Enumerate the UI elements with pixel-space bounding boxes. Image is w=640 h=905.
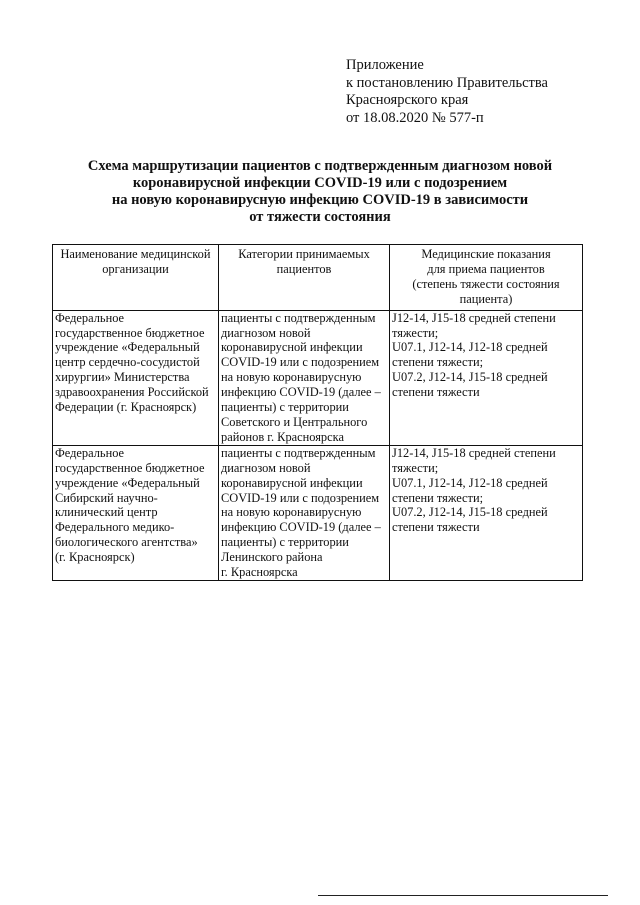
cell-line: пациенты) с территории: [221, 535, 349, 550]
title-line: Схема маршрутизации пациентов с подтвержденным диагнозом новой: [87, 158, 553, 174]
appendix-header: [346, 57, 548, 127]
cell-line: U07.2, J12-14, J15-18 средней: [392, 370, 548, 385]
title-line: от тяжести состояния: [249, 209, 391, 225]
cell-line: центр сердечно-сосудистой: [55, 355, 200, 370]
cell-line: диагнозом новой: [221, 325, 311, 340]
cell-line: U07.1, J12-14, J12-18 средней: [392, 340, 548, 355]
routing-table: [52, 244, 583, 581]
cell-line: степени тяжести;: [392, 490, 484, 505]
header-line: Медицинские показания: [421, 247, 551, 261]
header-line: пациентов: [276, 261, 332, 276]
cell-line: Федеральное: [55, 310, 125, 325]
cell-line: U07.1, J12-14, J12-18 средней: [392, 475, 548, 490]
cell-line: учреждение «Федеральный: [55, 340, 200, 355]
cell-organization: [53, 445, 219, 580]
cell-line: COVID-19 или с подозрением: [221, 355, 380, 370]
cell-line: пациенты) с территории: [221, 400, 349, 415]
cell-line: степени тяжести: [392, 385, 480, 400]
bottom-divider: [318, 895, 608, 896]
header-line: пациента): [459, 291, 513, 306]
header-line: (степень тяжести состояния: [412, 276, 560, 291]
header-patients: [219, 245, 390, 311]
cell-line: биологического агентства»: [55, 535, 198, 550]
cell-line: пациенты с подтвержденным: [221, 310, 376, 325]
cell-line: государственное бюджетное: [55, 325, 205, 340]
cell-patients: [219, 310, 390, 445]
cell-line: диагнозом новой: [221, 460, 311, 475]
cell-line: Федерального медико-: [55, 520, 175, 535]
cell-line: на новую коронавирусную: [221, 370, 362, 385]
cell-line: тяжести;: [392, 325, 439, 340]
cell-line: на новую коронавирусную: [221, 505, 362, 520]
cell-line: степени тяжести: [392, 520, 480, 535]
cell-line: государственное бюджетное: [55, 460, 205, 475]
cell-organization: [53, 310, 219, 445]
cell-line: Федеральное: [55, 445, 125, 460]
cell-line: инфекцию COVID-19 (далее –: [221, 385, 381, 400]
table-row: [53, 445, 583, 580]
cell-indications: [390, 310, 583, 445]
table-header-row: [53, 245, 583, 311]
cell-line: коронавирусной инфекции: [221, 475, 363, 490]
cell-line: J12-14, J15-18 средней степени: [392, 445, 556, 460]
cell-line: здравоохранения Российской: [55, 385, 209, 400]
cell-line: пациенты с подтвержденным: [221, 445, 376, 460]
table-row: [53, 310, 583, 445]
cell-line: степени тяжести;: [392, 355, 484, 370]
cell-line: учреждение «Федеральный: [55, 475, 200, 490]
appendix-line: Приложение: [346, 57, 424, 73]
header-indications: [390, 245, 583, 311]
cell-line: J12-14, J15-18 средней степени: [392, 310, 556, 325]
header-line: организации: [102, 261, 169, 276]
title-line: коронавирусной инфекции COVID-19 или с подозрением: [132, 175, 508, 191]
cell-line: U07.2, J12-14, J15-18 средней: [392, 505, 548, 520]
header-line: Категории принимаемых: [238, 247, 370, 261]
appendix-line: к постановлению Правительства: [346, 74, 548, 91]
cell-indications: [390, 445, 583, 580]
cell-line: клинический центр: [55, 505, 158, 520]
cell-line: тяжести;: [392, 460, 439, 475]
cell-line: Сибирский научно-: [55, 490, 158, 505]
cell-patients: [219, 445, 390, 580]
header-line: Наименование медицинской: [60, 247, 211, 261]
cell-line: Советского и Центрального: [221, 414, 368, 429]
cell-line: Ленинского района: [221, 550, 323, 565]
cell-line: COVID-19 или с подозрением: [221, 490, 380, 505]
cell-line: коронавирусной инфекции: [221, 340, 363, 355]
cell-line: районов г. Красноярска: [221, 429, 344, 444]
header-line: для приема пациентов: [427, 261, 545, 276]
cell-line: Федерации (г. Красноярск): [55, 400, 197, 415]
cell-line: инфекцию COVID-19 (далее –: [221, 520, 381, 535]
appendix-line: Красноярского края: [346, 92, 469, 108]
title-line: на новую коронавирусную инфекцию COVID-19 в зависимости: [111, 192, 529, 208]
cell-line: (г. Красноярск): [55, 550, 135, 565]
appendix-line: от 18.08.2020 № 577-п: [346, 109, 484, 126]
document-title: [40, 158, 600, 226]
header-organization: [53, 245, 219, 311]
cell-line: г. Красноярска: [221, 565, 298, 580]
cell-line: хирургии» Министерства: [55, 370, 190, 385]
